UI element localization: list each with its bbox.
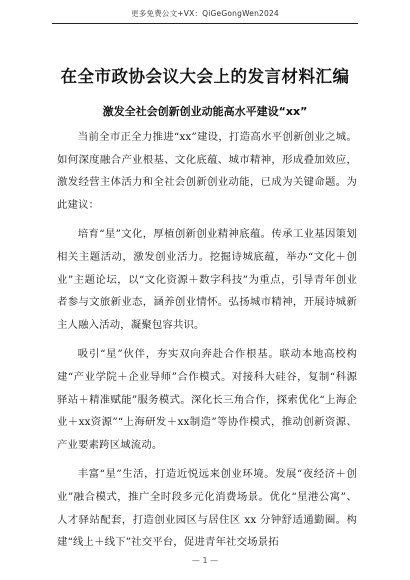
- header-divider: [52, 23, 358, 24]
- document-body: [57, 126, 357, 561]
- paragraph-partners: 吸引“星”伙伴，夯实双向奔赴合作根基。联动本地高校构建“产业学院＋企业导师”合作模式。对接科大硅谷，复制“科源驿站＋精准赋能”服务模式。深化长三角合作，探索优化“上海企业＋xx资源”“上海研发＋xx制造”等协作模式，推动创新资源、产业要素跨区域流动。: [57, 348, 357, 451]
- paragraph-life: 丰富“星”生活，打造近悦远来创业环境。发展“夜经济＋创业”融合模式，推广全时段多元化消费场景。优化“星港公寓”、人才驿站配套，打造创业园区与居住区 xx 分钟舒适通勤圈。构建“线上＋线下”社交平台，促进青年社交场景拓: [57, 468, 357, 549]
- document-title: 在全市政协会议大会上的发言材料汇编: [60, 67, 350, 86]
- paragraph-intro: 当前全市正全力推进“xx”建设，打造高水平创新创业之城。如何深度融合产业根基、文化底蕴、城市精神，形成叠加效应，激发经营主体活力和全社会创新创业动能，已成为关键命题。为此建议：: [57, 131, 357, 211]
- paragraph-culture: 培育“星”文化，厚植创新创业精神底蕴。传承工业基因策划相关主题活动，激发创业活力。挖掘诗城底蕴，举办“文化＋创业”主题论坛，以“文化资源＋数字科技”为重点，引导青年创业者参与文旅新业态，涵养创业情怀。弘扬城市精神，开展诗城新主人融入活动，凝聚包容共识。: [57, 228, 357, 331]
- page-number: — 1 —: [191, 556, 219, 565]
- header-note: 更多免费公文+VX：QiGeGongWen2024: [131, 9, 279, 18]
- document-subtitle: 激发全社会创新创业动能高水平建设“xx”: [102, 105, 308, 118]
